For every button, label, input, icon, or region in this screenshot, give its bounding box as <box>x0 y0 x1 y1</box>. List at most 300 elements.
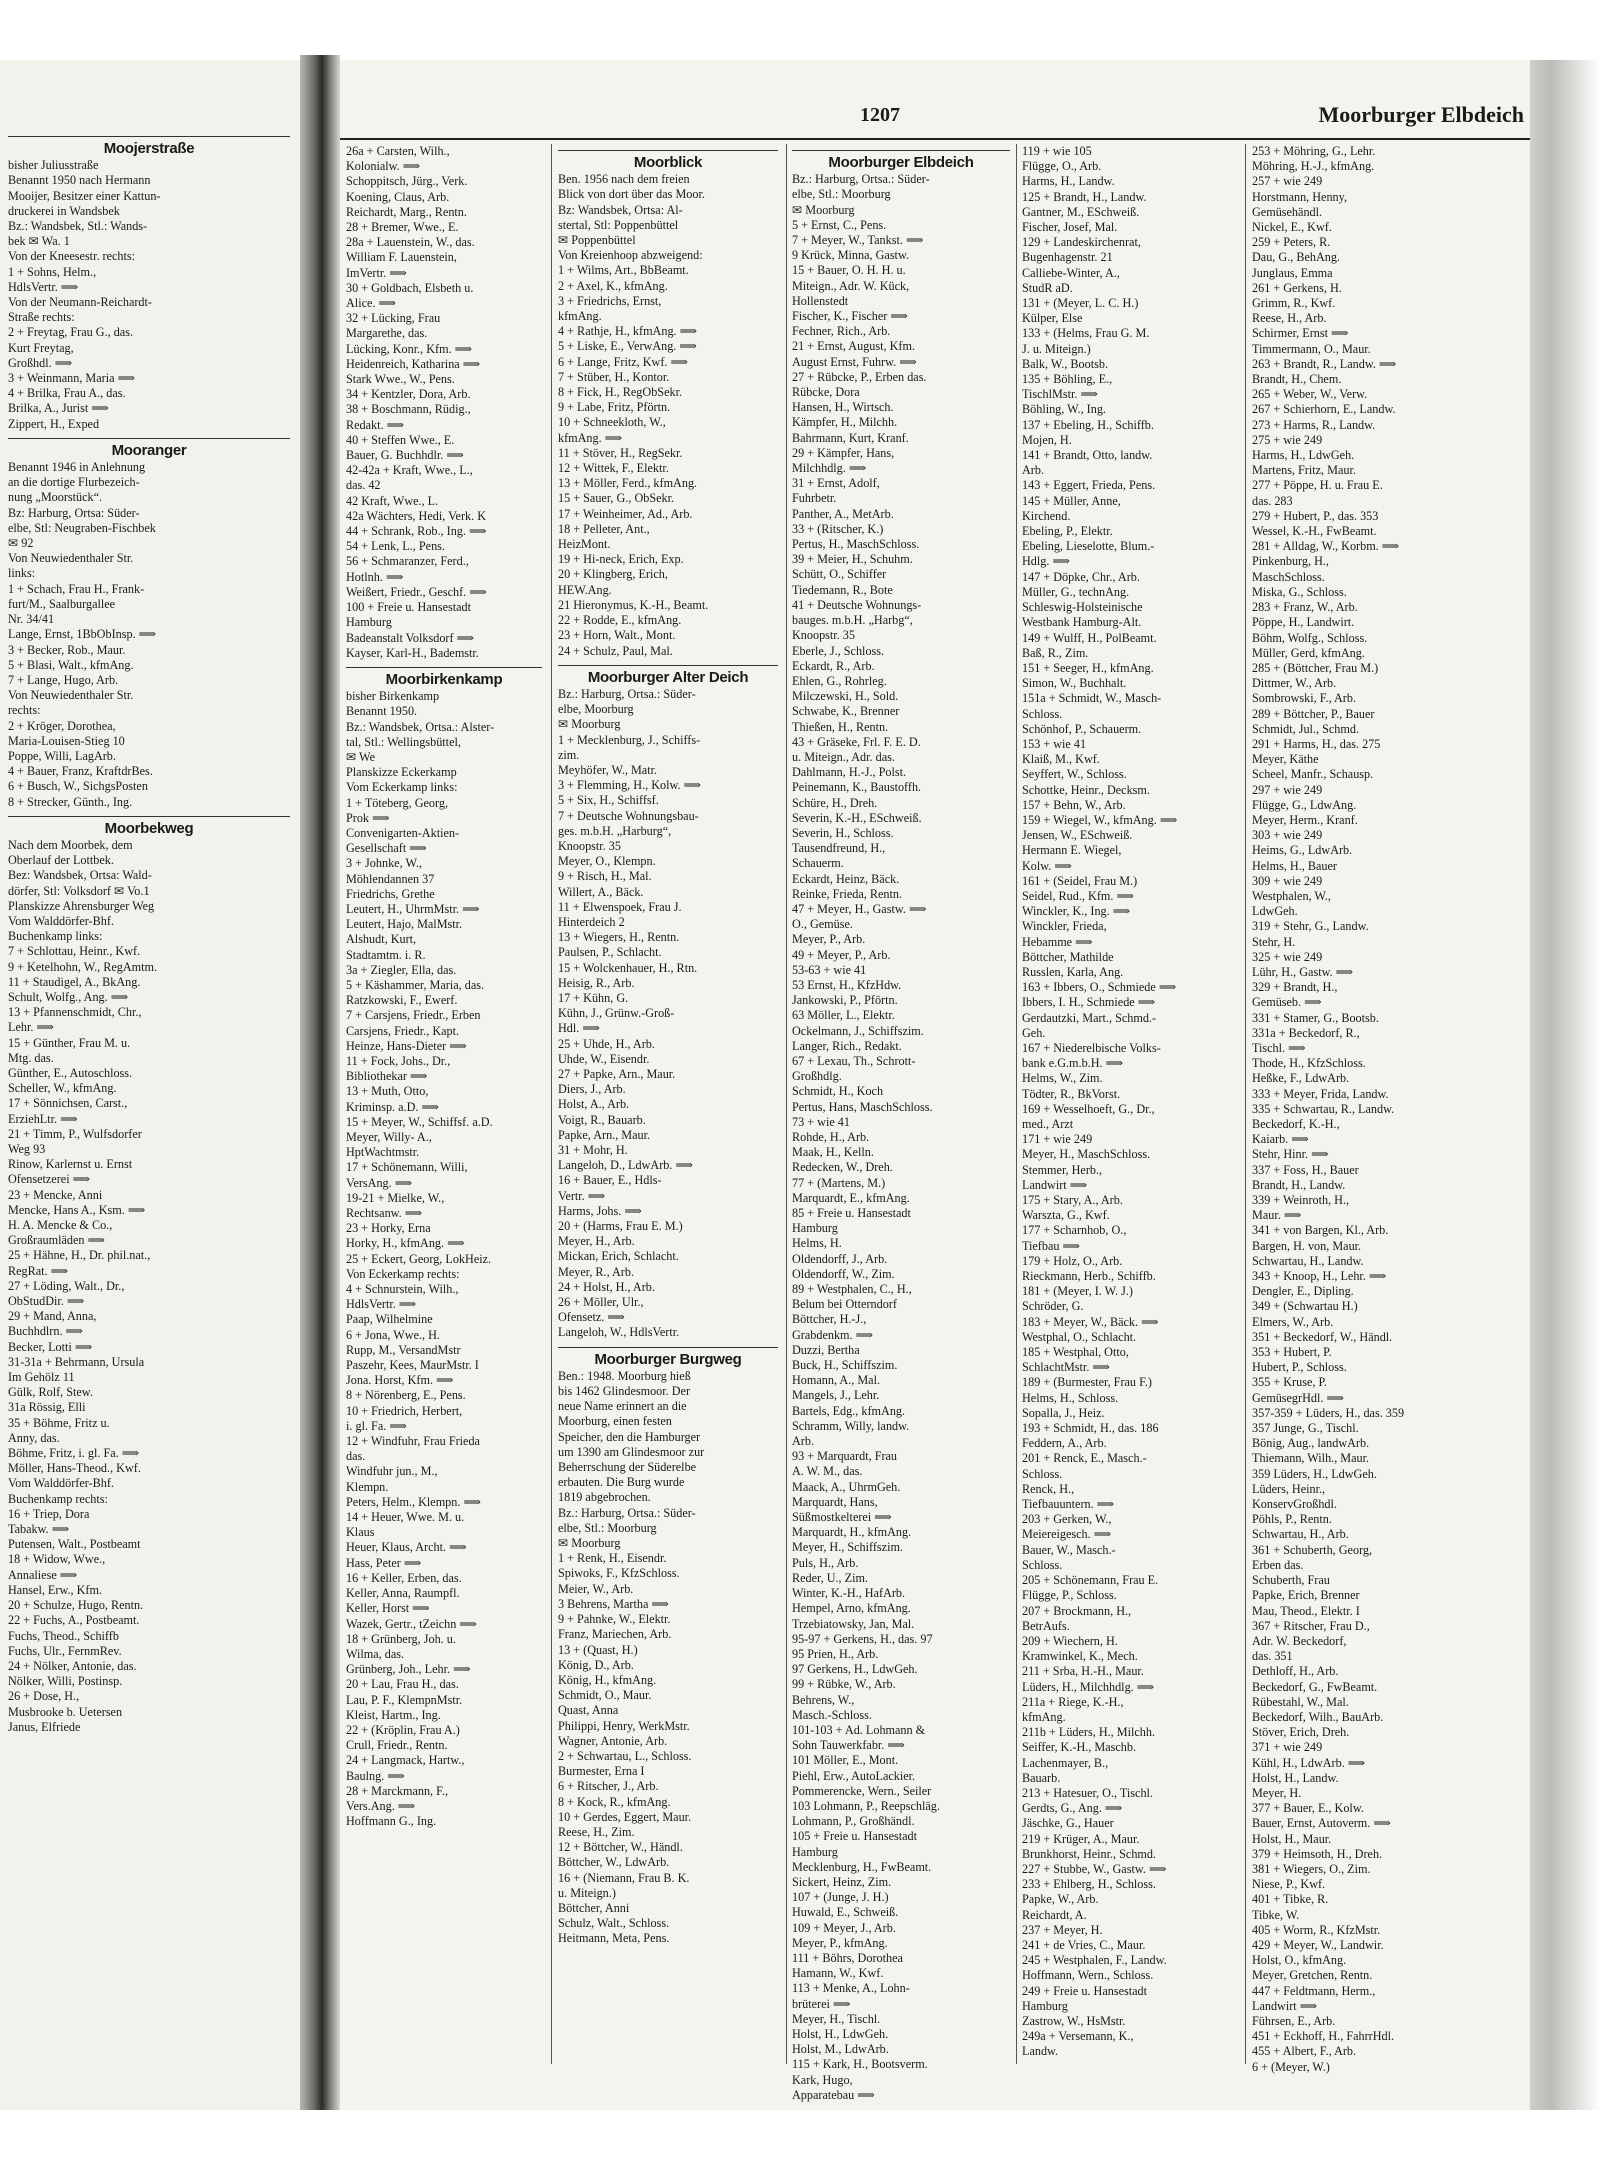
directory-entry: Buck, H., Schiffszim. <box>792 1358 898 1373</box>
directory-entry: Mencke, Hans A., Ksm. ⟹ <box>8 1202 146 1217</box>
directory-entry: 22 + Fuchs, A., Postbeamt. <box>8 1613 140 1628</box>
directory-entry: 6 + Lange, Fritz, Kwf. ⟹ <box>558 354 688 369</box>
street-heading: Moorburger Elbdeich <box>792 150 1010 170</box>
left-page <box>0 60 300 2110</box>
directory-entry: Nölker, Willi, Postinsp. <box>8 1674 123 1689</box>
directory-entry: 149 + Wulff, H., PolBeamt. <box>1022 630 1157 645</box>
directory-entry: 147 + Döpke, Chr., Arb. <box>1022 569 1140 584</box>
directory-entry: A. W. M., das. <box>792 1464 863 1479</box>
directory-entry: Bargen, H. von, Maur. <box>1252 1238 1362 1253</box>
directory-entry: 119 + wie 105 <box>1022 144 1092 158</box>
left-page-column <box>8 130 290 2090</box>
directory-entry: Mooijer, Besitzer einer Kattun- <box>8 188 161 203</box>
directory-entry: Meyer, Willy- A., <box>346 1130 432 1144</box>
directory-entry: 8 + Nörenberg, E., Pens. <box>346 1388 466 1403</box>
directory-entry: Tiefbauuntern. ⟹ <box>1022 1497 1115 1512</box>
directory-entry: Fuchs, Theod., Schiffb <box>8 1628 119 1643</box>
directory-entry: 233 + Ehlberg, H., Schloss. <box>1022 1877 1156 1892</box>
directory-entry: 141 + Brandt, Otto, landw. <box>1022 448 1153 463</box>
directory-entry: Pinkenburg, H., <box>1252 554 1329 569</box>
directory-entry: Schauerm. <box>792 856 844 871</box>
directory-entry: LdwGeh. <box>1252 904 1298 919</box>
directory-entry: i. gl. Fa. ⟹ <box>346 1418 407 1433</box>
directory-entry: Heisig, R., Arb. <box>558 975 635 990</box>
directory-entry: 7 + Lange, Hugo, Arb. <box>8 672 119 687</box>
book-gutter <box>300 55 340 2115</box>
directory-entry: 341 + von Bargen, Kl., Arb. <box>1252 1223 1389 1238</box>
directory-entry: Möhring, H.-J., kfmAng. <box>1252 159 1375 174</box>
directory-entry: Nach dem Moorbek, dem <box>8 837 133 852</box>
directory-entry: 153 + wie 41 <box>1022 736 1087 751</box>
directory-entry: 351 + Beckedorf, W., Händl. <box>1252 1329 1393 1344</box>
directory-entry: 361 + Schuberth, Georg, <box>1252 1542 1373 1557</box>
directory-entry: Tibke, W. <box>1252 1907 1300 1922</box>
directory-entry: Günther, E., Autoschloss. <box>8 1065 133 1080</box>
directory-entry: 3 Behrens, Martha ⟹ <box>558 1596 669 1611</box>
directory-entry: RegRat. ⟹ <box>8 1263 69 1278</box>
directory-entry: Stehr, H. <box>1252 934 1296 949</box>
directory-entry: 273 + Harms, R., Landw. <box>1252 417 1376 432</box>
directory-entry: 7 + Stüber, H., Kontor. <box>558 369 670 384</box>
directory-entry: 101 Möller, E., Mont. <box>792 1753 899 1768</box>
directory-entry: Miska, G., Schloss. <box>1252 584 1347 599</box>
directory-entry: Müller, G., technAng. <box>1022 584 1130 599</box>
directory-entry: 20 + Lau, Frau H., das. <box>346 1677 459 1692</box>
directory-entry: Holst, H., LdwGeh. <box>792 2026 889 2041</box>
directory-entry: Seiffer, K.-H., Maschb. <box>1022 1740 1137 1755</box>
directory-entry: u. Miteign.) <box>558 1885 616 1900</box>
directory-entry: Reese, H., Zim. <box>558 1824 635 1839</box>
directory-entry: Reichardt, Marg., Rentn. <box>346 204 467 219</box>
directory-entry: 6 + (Meyer, W.) <box>1252 2059 1330 2074</box>
directory-entry: Fuchs, Ulr., FernmRev. <box>8 1643 122 1658</box>
directory-entry: Gerdautzki, Mart., Schmd.- <box>1022 1010 1157 1025</box>
directory-entry: 249 + Freie u. Hansestadt <box>1022 1983 1147 1998</box>
directory-entry: Ebeling, P., Elektr. <box>1022 524 1113 539</box>
directory-entry: 20 + Klingberg, Erich, <box>558 567 668 582</box>
street-heading: Moorbekweg <box>8 816 290 836</box>
directory-entry: Wagner, Antonie, Arb. <box>558 1733 668 1748</box>
directory-entry: 3a + Ziegler, Ella, das. <box>346 962 457 977</box>
directory-entry: 283 + Franz, W., Arb. <box>1252 600 1358 615</box>
directory-entry: 25 + Hähne, H., Dr. phil.nat., <box>8 1248 151 1263</box>
directory-entry: 285 + (Böttcher, Frau M.) <box>1252 660 1379 675</box>
directory-entry: 105 + Freie u. Hansestadt <box>792 1829 917 1844</box>
directory-entry: 19-21 + Mielke, W., <box>346 1190 445 1205</box>
directory-entry: Süßmostkelterei ⟹ <box>792 1510 892 1525</box>
directory-entry: ✉ Poppenbüttel <box>558 233 636 248</box>
directory-entry: Pöhls, P., Rentn. <box>1252 1512 1332 1527</box>
directory-entry: Von der Neumann-Reichardt- <box>8 295 152 310</box>
directory-entry: Meyer, P., Arb. <box>792 932 866 947</box>
directory-entry: 93 + Marquardt, Frau <box>792 1449 898 1464</box>
directory-entry: Schüre, H., Dreh. <box>792 795 878 810</box>
directory-entry: Gülk, Rolf, Stew. <box>8 1385 93 1400</box>
directory-entry: Vertr. ⟹ <box>558 1188 606 1203</box>
directory-entry: Bz.: Harburg, Ortsa.: Süder- <box>558 1505 696 1520</box>
directory-entry: 7 + Schlottau, Heinr., Kwf. <box>8 944 141 959</box>
directory-entry: 9 + Labe, Fritz, Pförtn. <box>558 400 671 415</box>
directory-entry: Kurt Freytag, <box>8 340 74 355</box>
directory-entry: Thode, H., KfzSchloss. <box>1252 1056 1366 1071</box>
directory-entry: 353 + Hubert, P. <box>1252 1345 1332 1360</box>
directory-entry: Schmidt, H., Koch <box>792 1084 884 1099</box>
directory-entry: Rübestahl, W., Mal. <box>1252 1694 1349 1709</box>
directory-entry: Meyhöfer, W., Matr. <box>558 762 658 777</box>
directory-entry: 357 Junge, G., Tischl. <box>1252 1421 1359 1436</box>
directory-entry: Bez: Wandsbek, Ortsa: Wald- <box>8 868 152 883</box>
directory-entry: Flügge, P., Schloss. <box>1022 1588 1117 1603</box>
directory-entry: 38 + Boschmann, Rüdig., <box>346 402 471 417</box>
directory-entry: 31a Rössig, Elli <box>8 1400 86 1415</box>
directory-entry: Dahlmann, H.-J., Polst. <box>792 765 907 780</box>
directory-entry: Winter, K.-H., HafArb. <box>792 1586 906 1601</box>
directory-entry: Marquardt, H., kfmAng. <box>792 1525 912 1540</box>
directory-entry: 265 + Weber, W., Verw. <box>1252 387 1368 402</box>
directory-entry: 207 + Brockmann, H., <box>1022 1603 1132 1618</box>
directory-entry: Kirchend. <box>1022 508 1071 523</box>
directory-entry: rechts: <box>8 703 41 718</box>
directory-entry: 77 + (Martens, M.) <box>792 1175 886 1190</box>
directory-entry: elbe, Moorburg <box>558 702 634 717</box>
directory-entry: Reese, H., Arb. <box>1252 311 1327 326</box>
directory-entry: Kaiarb. ⟹ <box>1252 1132 1309 1147</box>
directory-entry: 339 + Weinroth, H., <box>1252 1193 1350 1208</box>
directory-entry: Tiefbau ⟹ <box>1022 1238 1080 1253</box>
directory-entry: Harms, H., Landw. <box>1022 174 1115 189</box>
page-edge <box>1530 60 1600 2120</box>
directory-entry: 193 + Schmidt, H., das. 186 <box>1022 1421 1159 1436</box>
directory-entry: ✉ Moorburg <box>558 717 621 732</box>
directory-entry: 151 + Seeger, H., kfmAng. <box>1022 660 1154 675</box>
directory-entry: König, H., kfmAng. <box>558 1672 657 1687</box>
directory-entry: Meyer, Herm., Kranf. <box>1252 812 1358 827</box>
directory-entry: links: <box>8 566 36 581</box>
directory-entry: 205 + Schönemann, Frau E. <box>1022 1573 1159 1588</box>
directory-entry: Milczewski, H., Sold. <box>792 689 899 704</box>
directory-entry: Elmers, W., Arb. <box>1252 1314 1334 1329</box>
directory-entry: Schult, Wolfg., Ang. ⟹ <box>8 989 129 1004</box>
directory-entry: Schwabe, K., Brenner <box>792 704 900 719</box>
column-rule <box>1245 144 1246 2064</box>
directory-entry: Bauer, W., Masch.- <box>1022 1542 1116 1557</box>
directory-entry: Tiedemann, R., Bote <box>792 582 893 597</box>
directory-entry: 161 + (Seidel, Frau M.) <box>1022 873 1138 888</box>
directory-entry: 253 + Möhring, G., Lehr. <box>1252 144 1376 158</box>
directory-entry: Dethloff, H., Arb. <box>1252 1664 1339 1679</box>
directory-entry: das. 283 <box>1252 493 1293 508</box>
directory-entry: 381 + Wiegers, O., Zim. <box>1252 1861 1371 1876</box>
directory-entry: Großraumläden ⟹ <box>8 1233 106 1248</box>
directory-entry: 34 + Kentzler, Dora, Arb. <box>346 387 471 402</box>
directory-entry: Bahrmann, Kurt, Kranf. <box>792 430 909 445</box>
directory-entry: Tabakw. ⟹ <box>8 1522 70 1537</box>
directory-entry: Bauer, G. Buchhdlr. ⟹ <box>346 448 464 463</box>
directory-entry: 13 + (Quast, H.) <box>558 1642 638 1657</box>
directory-entry: Heidenreich, Katharina ⟹ <box>346 356 481 371</box>
directory-entry: 115 + Kark, H., Bootsverm. <box>792 2057 928 2072</box>
directory-entry: das. 351 <box>1252 1649 1293 1664</box>
directory-entry: Weißert, Friedr., Geschf. ⟹ <box>346 584 487 599</box>
directory-entry: Beherrschung der Süderelbe <box>558 1460 697 1475</box>
directory-entry: 245 + Westphalen, F., Landw. <box>1022 1953 1167 1968</box>
directory-entry: 17 + Kühn, G. <box>558 990 629 1005</box>
directory-entry: dörfer, Stl: Volksdorf ✉ Vo.1 <box>8 883 150 898</box>
directory-entry: Ehlen, G., Rohrleg. <box>792 673 887 688</box>
directory-entry: 367 + Ritscher, Frau D., <box>1252 1618 1370 1633</box>
directory-entry: Marquardt, Hans, <box>792 1494 878 1509</box>
directory-entry: 8 + Strecker, Günth., Ing. <box>8 794 133 809</box>
directory-entry: 42a Wächters, Hedi, Verk. K <box>346 508 486 523</box>
directory-entry: Buchenkamp rechts: <box>8 1491 108 1506</box>
directory-entry: Pertus, H., MaschSchloss. <box>792 537 920 552</box>
directory-entry: 89 + Westphalen, C., H., <box>792 1282 912 1297</box>
directory-entry: 28 + Marckmann, F., <box>346 1783 449 1798</box>
directory-entry: Gemüseb. ⟹ <box>1252 995 1322 1010</box>
directory-entry: Keller, Horst ⟹ <box>346 1601 430 1616</box>
directory-entry: 44 + Schrank, Rob., Ing. ⟹ <box>346 524 487 539</box>
directory-entry: 16 + Keller, Erben, das. <box>346 1570 462 1585</box>
directory-entry: 1 + Sohns, Helm., <box>8 264 97 279</box>
directory-entry: 24 + Nölker, Antonie, das. <box>8 1658 137 1673</box>
directory-entry: ImVertr. ⟹ <box>346 265 407 280</box>
directory-entry: 42 Kraft, Wwe., L. <box>346 493 439 508</box>
directory-entry: Ben.: 1948. Moorburg hieß <box>558 1368 691 1383</box>
directory-entry: 4 + Bauer, Franz, KraftdrBes. <box>8 764 153 779</box>
directory-entry: Von Eckerkamp rechts: <box>346 1266 460 1281</box>
directory-entry: 349 + (Schwartau H.) <box>1252 1299 1358 1314</box>
directory-entry: 10 + Schneekloth, W., <box>558 415 666 430</box>
directory-entry: Schoppitsch, Jürg., Verk. <box>346 174 468 189</box>
directory-entry: Brandt, H., Landw. <box>1252 1177 1346 1192</box>
directory-entry: Brilka, A., Jurist ⟹ <box>8 401 109 416</box>
directory-entry: stertal, Stl: Poppenbüttel <box>558 217 679 232</box>
street-heading: Mooranger <box>8 438 290 458</box>
directory-entry: Feddern, A., Arb. <box>1022 1436 1107 1451</box>
directory-entry: Bz: Wandsbek, Ortsa: Al- <box>558 202 683 217</box>
directory-entry: Bauarb. <box>1022 1770 1061 1785</box>
directory-entry: Ockelmann, J., Schiffszim. <box>792 1023 924 1038</box>
directory-entry: Bz.: Harburg, Ortsa.: Süder- <box>558 686 696 701</box>
directory-entry: Meier, W., Arb. <box>558 1581 634 1596</box>
directory-entry: Klempn. <box>346 1479 389 1494</box>
directory-entry: 40 + Steffen Wwe., E. <box>346 432 455 447</box>
directory-entry: 281 + Alldag, W., Korbm. ⟹ <box>1252 539 1400 554</box>
directory-entry: 279 + Hubert, P., das. 353 <box>1252 508 1379 523</box>
directory-entry: Kark, Hugo, <box>792 2072 853 2087</box>
directory-entry: Junglaus, Emma <box>1252 265 1333 280</box>
directory-entry: Meiereigesch. ⟹ <box>1022 1527 1112 1542</box>
directory-entry: Schloss. <box>1022 1557 1063 1572</box>
directory-entry: Kriminsp. a.D. ⟹ <box>346 1099 439 1114</box>
directory-entry: 143 + Eggert, Frieda, Pens. <box>1022 478 1156 493</box>
directory-entry: 33 + (Ritscher, K.) <box>792 521 884 536</box>
directory-entry: Bz.: Harburg, Ortsa.: Süder- <box>792 172 930 187</box>
directory-entry: Seidel, Rud., Kfm. ⟹ <box>1022 888 1134 903</box>
directory-entry: Windfuhr jun., M., <box>346 1464 438 1479</box>
directory-entry: 27 + Löding, Walt., Dr., <box>8 1278 125 1293</box>
directory-entry: 303 + wie 249 <box>1252 828 1323 843</box>
directory-entry: Bibliothekar ⟹ <box>346 1069 428 1084</box>
directory-entry: Marquardt, E., kfmAng. <box>792 1190 910 1205</box>
directory-entry: 133 + (Helms, Frau G. M. <box>1022 326 1150 341</box>
directory-entry: 359 Lüders, H., LdwGeh. <box>1252 1466 1377 1481</box>
directory-entry: Leutert, Hajo, MalMstr. <box>346 917 463 932</box>
directory-entry: 24 + Holst, H., Arb. <box>558 1279 655 1294</box>
directory-entry: Timmermann, O., Maur. <box>1252 341 1371 356</box>
directory-entry: Beckedorf, K.-H., <box>1252 1117 1340 1131</box>
directory-entry: 97 Gerkens, H., LdwGeh. <box>792 1662 918 1677</box>
directory-entry: 3 + Johnke, W., <box>346 856 422 871</box>
directory-entry: 25 + Uhde, H., Arb. <box>558 1036 655 1051</box>
directory-entry: Philippi, Henry, WerkMstr. <box>558 1718 690 1733</box>
directory-entry: Reichardt, A. <box>1022 1907 1087 1922</box>
directory-entry: 185 + Westphal, Otto, <box>1022 1345 1129 1360</box>
directory-entry: Behrens, W., <box>792 1692 855 1707</box>
directory-entry: Trzebiatowsky, Jan, Mal. <box>792 1616 915 1631</box>
directory-entry: Heuer, Klaus, Archt. ⟹ <box>346 1540 467 1555</box>
directory-entry: Grimm, R., Kwf. <box>1252 296 1336 311</box>
directory-entry: Stemmer, Herb., <box>1022 1162 1103 1177</box>
directory-entry: kfmAng. <box>1022 1709 1066 1724</box>
directory-entry: Schmidt, Jul., Schmd. <box>1252 721 1359 736</box>
directory-entry: William F. Lauenstein, <box>346 250 457 265</box>
directory-entry: Sickert, Heinz, Zim. <box>792 1874 892 1889</box>
directory-entry: Puls, H., Arb. <box>792 1555 859 1570</box>
directory-entry: 401 + Tibke, R. <box>1252 1892 1329 1907</box>
directory-entry: 6 + Busch, W., SichgsPosten <box>8 779 148 794</box>
directory-entry: Keller, Anna, Raumpfl. <box>346 1586 460 1601</box>
directory-entry: Jäschke, G., Hauer <box>1022 1816 1114 1831</box>
directory-entry: Peters, Helm., Klempn. ⟹ <box>346 1494 481 1509</box>
directory-entry: Arb. <box>1022 463 1045 478</box>
directory-entry: Hoffmann, Wern., Schloss. <box>1022 1968 1154 1983</box>
directory-entry: Holst, A., Arb. <box>558 1097 630 1112</box>
directory-entry: Piehl, Erw., AutoLackier. <box>792 1768 916 1783</box>
directory-entry: Landw. <box>1022 2044 1059 2059</box>
directory-entry: Heitmann, Meta, Pens. <box>558 1931 670 1946</box>
directory-entry: 54 + Lenk, L., Pens. <box>346 539 445 554</box>
directory-entry: 15 + Meyer, W., Schiffsf. a.D. <box>346 1114 493 1129</box>
directory-entry: 151a + Schmidt, W., Masch- <box>1022 691 1162 706</box>
directory-entry: Helms, H. <box>792 1236 842 1251</box>
directory-entry: Klaiß, M., Kwf. <box>1022 752 1100 767</box>
directory-entry: 267 + Schierhorn, E., Landw. <box>1252 402 1396 417</box>
directory-entry: Jensen, W., ESchweiß. <box>1022 828 1133 843</box>
directory-entry: Willert, A., Bäck. <box>558 884 644 899</box>
directory-entry: Hamburg <box>792 1844 838 1859</box>
directory-entry: Alshudt, Kurt, <box>346 932 417 947</box>
directory-entry: u. Miteign., Adr. das. <box>792 749 895 764</box>
directory-entry: Eberle, J., Schloss. <box>792 643 885 658</box>
directory-entry: ges. m.b.H. „Harburg“, <box>558 823 672 838</box>
directory-entry: Hamann, W., Kwf. <box>792 1966 884 1981</box>
directory-entry: Schwartau, H., Arb. <box>1252 1527 1349 1542</box>
directory-entry: 23 + Horky, Erna <box>346 1221 431 1236</box>
directory-entry: Scheel, Manfr., Schausp. <box>1252 767 1374 782</box>
directory-entry: Böhm, Wolfg., Schloss. <box>1252 630 1368 645</box>
directory-entry: J. u. Miteign.) <box>1022 341 1091 356</box>
directory-entry: Beckedorf, G., FwBeamt. <box>1252 1679 1378 1694</box>
directory-entry: TischlMstr. ⟹ <box>1022 387 1098 402</box>
directory-entry: 22 + (Kröplin, Frau A.) <box>346 1722 460 1737</box>
directory-entry: 371 + wie 249 <box>1252 1740 1323 1755</box>
directory-entry: Heßke, F., LdwArb. <box>1252 1071 1350 1086</box>
directory-entry: Horstmann, Henny, <box>1252 189 1347 204</box>
directory-entry: 7 + Deutsche Wohnungsbau- <box>558 808 699 823</box>
directory-entry: GemüsegrHdl. ⟹ <box>1252 1390 1344 1405</box>
directory-entry: Meyer, O., Klempn. <box>558 854 656 869</box>
directory-entry: 163 + Ibbers, O., Schmiede ⟹ <box>1022 980 1177 995</box>
directory-entry: Harms, Johs. ⟹ <box>558 1203 642 1218</box>
directory-entry: Panther, A., MetArb. <box>792 506 894 521</box>
directory-entry: 20 + Schulze, Hugo, Rentn. <box>8 1598 144 1613</box>
directory-entry: Fischer, K., Fischer ⟹ <box>792 309 908 324</box>
directory-entry: Hansel, Erw., Kfm. <box>8 1582 102 1597</box>
directory-entry: Convenigarten-Aktien- <box>346 825 460 840</box>
directory-entry: Speicher, den die Hamburger <box>558 1429 701 1444</box>
directory-entry: Schloss. <box>1022 1466 1063 1481</box>
directory-entry: Böhling, W., Ing. <box>1022 402 1106 417</box>
directory-entry: 2 + Schwartau, L., Schloss. <box>558 1748 692 1763</box>
directory-entry: 28 + Bremer, Wwe., E. <box>346 220 459 235</box>
directory-entry: Paszehr, Kees, MaurMstr. I <box>346 1358 479 1373</box>
column-rule <box>1016 144 1017 2064</box>
directory-entry: Bz: Harburg, Ortsa: Süder- <box>8 505 140 520</box>
directory-entry: zim. <box>558 747 580 762</box>
directory-entry: Landwirt ⟹ <box>1252 1998 1318 2013</box>
directory-entry: 113 + Menke, A., Lohn- <box>792 1981 910 1996</box>
directory-entry: 21 + Ernst, August, Kfm. <box>792 339 915 354</box>
directory-entry: bek ✉ Wa. 1 <box>8 234 70 249</box>
directory-entry: Brandt, H., Chem. <box>1252 372 1342 387</box>
directory-entry: 325 + wie 249 <box>1252 949 1323 964</box>
directory-entry: Meyer, R., Arb. <box>558 1264 635 1279</box>
directory-entry: Spiwoks, F., KfzSchloss. <box>558 1566 680 1581</box>
directory-entry: Tödter, R., BkVorst. <box>1022 1086 1121 1101</box>
directory-entry: 31 + Mohr, H. <box>558 1143 628 1157</box>
directory-entry: Janus, Elfriede <box>8 1719 81 1734</box>
directory-entry: Martens, Fritz, Maur. <box>1252 463 1356 478</box>
directory-entry: 11 + Elwenspoek, Frau J. <box>558 899 682 914</box>
directory-entry: Westphalen, W., <box>1252 888 1331 903</box>
directory-entry: 11 + Fock, Johs., Dr., <box>346 1053 451 1068</box>
directory-entry: 23 + Mencke, Anni <box>8 1187 103 1202</box>
directory-entry: HEW.Ang. <box>558 582 612 597</box>
directory-entry: Pöppe, H., Landwirt. <box>1252 615 1355 630</box>
directory-column-4 <box>1022 144 1238 2094</box>
directory-entry: Dittmer, W., Arb. <box>1252 676 1337 691</box>
directory-entry: 3 + Becker, Rob., Maur. <box>8 642 126 657</box>
directory-entry: Ratzkowski, F., Ewerf. <box>346 993 458 1008</box>
directory-entry: bisher Juliusstraße <box>8 158 99 173</box>
directory-entry: Baulng. ⟹ <box>346 1768 405 1783</box>
directory-entry: 335 + Schwartau, R., Landw. <box>1252 1101 1395 1116</box>
directory-entry: Fechner, Rich., Arb. <box>792 324 891 339</box>
directory-entry: Schröder, G. <box>1022 1299 1084 1314</box>
directory-entry: 157 + Behn, W., Arb. <box>1022 797 1126 812</box>
directory-entry: MaschSchloss. <box>1252 569 1325 584</box>
directory-entry: Vom Eckerkamp links: <box>346 780 458 795</box>
directory-entry: Lachenmayer, B., <box>1022 1755 1109 1770</box>
directory-entry: ✉ Moorburg <box>792 202 855 217</box>
directory-entry: Hermann E. Wiegel, <box>1022 843 1122 858</box>
directory-entry: 447 + Feldtmann, Herm., <box>1252 1983 1376 1998</box>
directory-entry: 49 + Meyer, P., Arb. <box>792 947 891 962</box>
directory-entry: Gesellschaft ⟹ <box>346 841 427 856</box>
scan-bottom-margin <box>0 2110 1600 2177</box>
directory-entry: elbe, Stl.: Moorburg <box>792 187 891 202</box>
